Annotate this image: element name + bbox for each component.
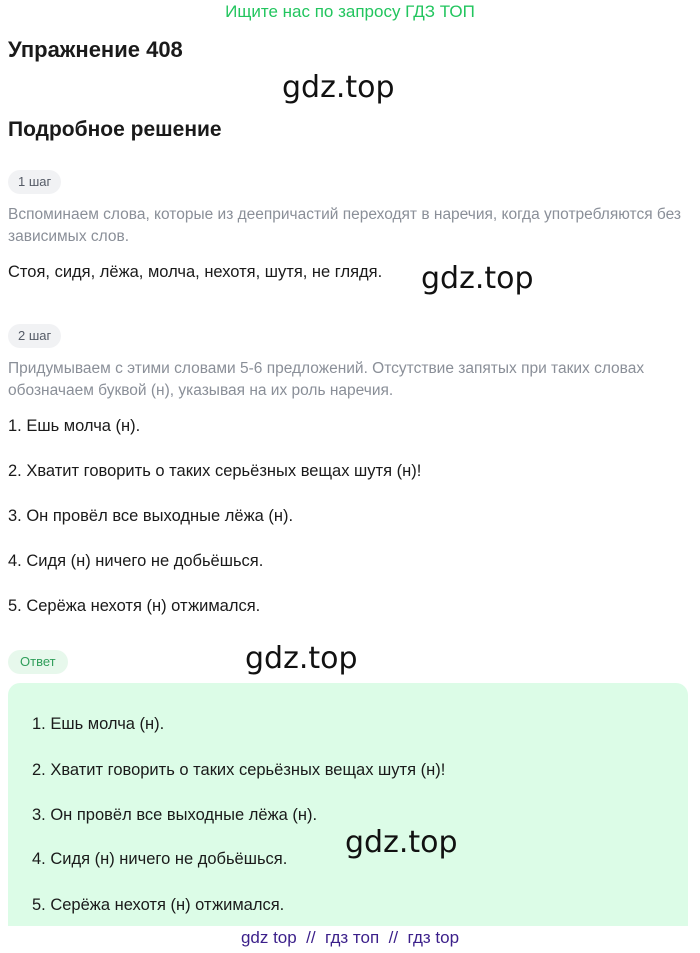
answer-badge: Ответ [8, 650, 68, 674]
step-2-badge: 2 шаг [8, 324, 61, 348]
answer-line: 2. Хватит говорить о таких серьёзных вещах шутя (н)! [32, 761, 446, 779]
top-banner: Ищите нас по запросу ГДЗ ТОП [225, 2, 475, 21]
footer-links: gdz top // гдз топ // гдз top [240, 928, 460, 947]
watermark: gdz.top [345, 825, 458, 860]
watermark: gdz.top [245, 641, 358, 676]
step-2-hint: Придумываем с этими словами 5-6 предложений. Отсутствие запятых при таких словах обозначаем буквой (н), указывая на их роль наречия. [8, 360, 645, 399]
section-subtitle: Подробное решение [8, 118, 222, 141]
step-2-line: 1. Ешь молча (н). [8, 417, 141, 435]
answer-line: 1. Ешь молча (н). [32, 715, 165, 733]
answer-line: 5. Серёжа нехотя (н) отжимался. [32, 896, 285, 914]
step-2-line: 3. Он провёл все выходные лёжа (н). [8, 507, 294, 525]
watermark: gdz.top [282, 70, 395, 105]
step-2-line: 4. Сидя (н) ничего не добьёшься. [8, 552, 264, 570]
step-2-line: 2. Хватит говорить о таких серьёзных вещах шутя (н)! [8, 462, 422, 480]
answer-box [8, 683, 688, 926]
step-2-line: 5. Серёжа нехотя (н) отжимался. [8, 597, 261, 615]
step-1-badge: 1 шаг [8, 170, 61, 194]
step-1-hint: Вспоминаем слова, которые из деепричастий переходят в наречия, когда употребляются без зависимых слов. [8, 206, 681, 245]
page-title: Упражнение 408 [8, 37, 183, 62]
answer-line: 3. Он провёл все выходные лёжа (н). [32, 806, 318, 824]
watermark: gdz.top [421, 261, 534, 296]
step-1-text: Стоя, сидя, лёжа, молча, нехотя, шутя, не глядя. [8, 263, 383, 281]
answer-line: 4. Сидя (н) ничего не добьёшься. [32, 850, 288, 868]
